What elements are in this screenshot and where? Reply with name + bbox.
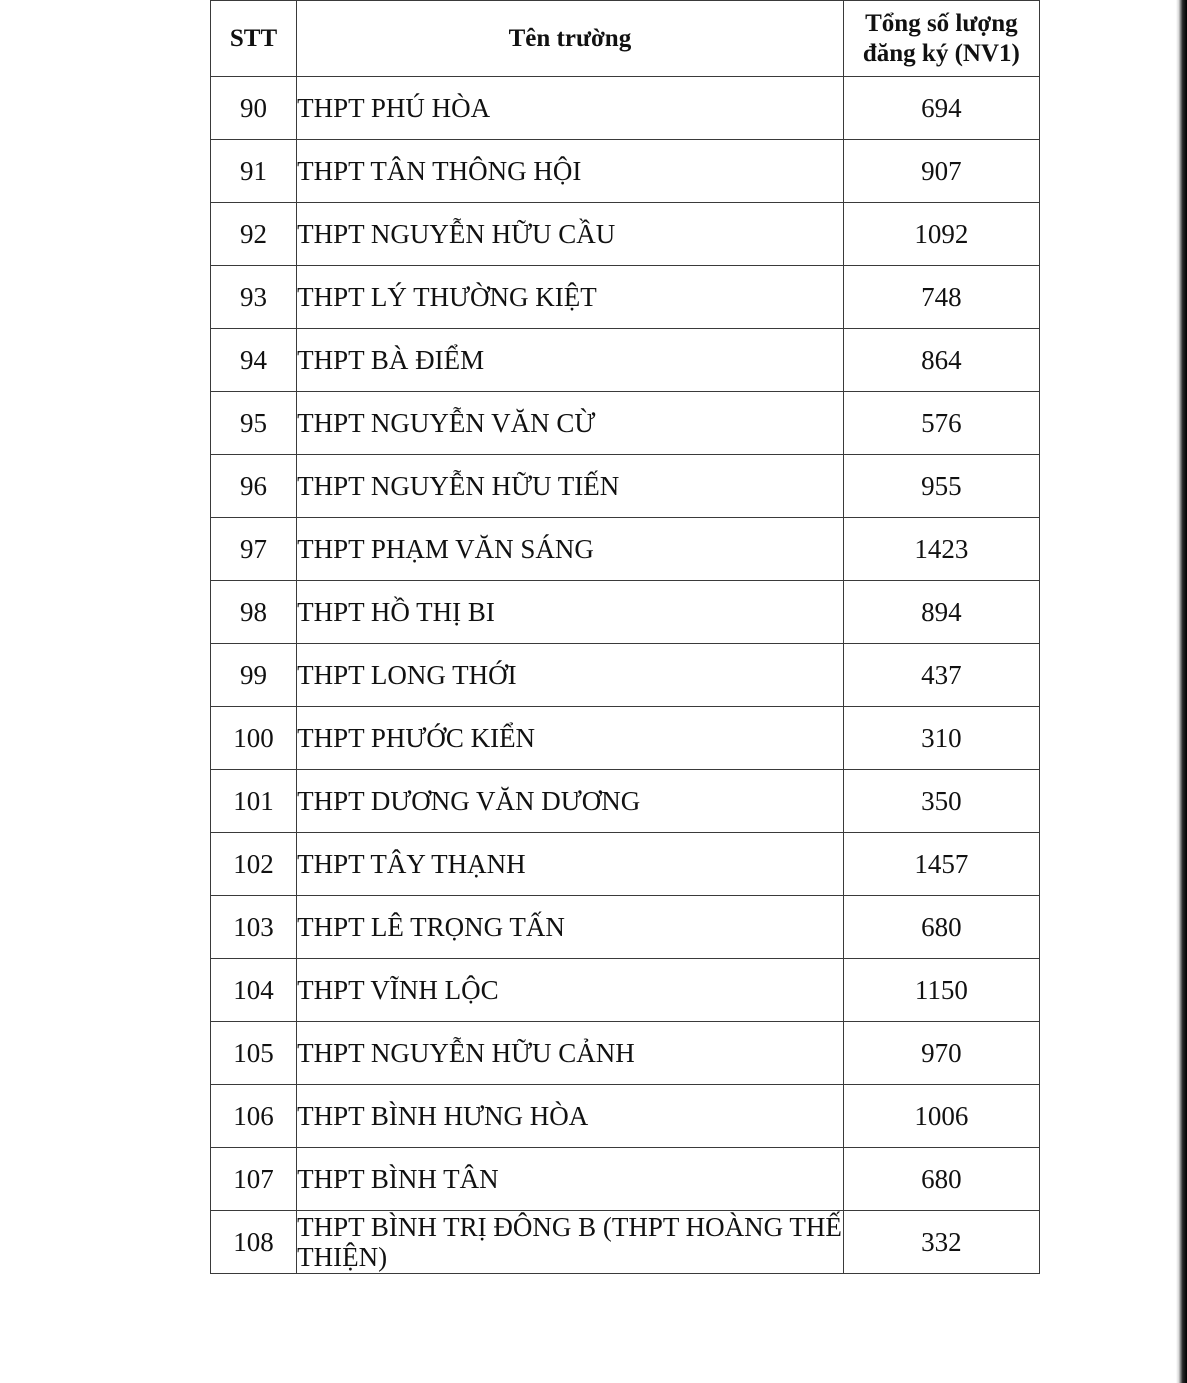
- table-row: [211, 707, 1040, 770]
- row-school-name: THPT PHÚ HÒA: [297, 77, 844, 140]
- table-row: [211, 896, 1040, 959]
- table-row: [211, 329, 1040, 392]
- row-registration-count: 1092: [843, 203, 1039, 266]
- row-stt: 98: [211, 581, 297, 644]
- row-school-name: THPT BÌNH HƯNG HÒA: [297, 1085, 844, 1148]
- row-registration-count: 350: [843, 770, 1039, 833]
- row-registration-count: 864: [843, 329, 1039, 392]
- registration-table: [210, 0, 1040, 1274]
- row-school-name: THPT NGUYỄN HỮU CẢNH: [297, 1022, 844, 1085]
- row-registration-count: 576: [843, 392, 1039, 455]
- row-school-name: THPT LÊ TRỌNG TẤN: [297, 896, 844, 959]
- row-school-name: THPT BÀ ĐIỂM: [297, 329, 844, 392]
- row-stt: 93: [211, 266, 297, 329]
- row-stt: 104: [211, 959, 297, 1022]
- row-registration-count: 437: [843, 644, 1039, 707]
- row-stt: 99: [211, 644, 297, 707]
- table-row: [211, 770, 1040, 833]
- row-school-name: THPT DƯƠNG VĂN DƯƠNG: [297, 770, 844, 833]
- table-row: [211, 1148, 1040, 1211]
- row-school-name: THPT LONG THỚI: [297, 644, 844, 707]
- row-stt: 105: [211, 1022, 297, 1085]
- header-school-name: Tên trường: [297, 1, 844, 77]
- table-row: [211, 77, 1040, 140]
- row-school-name: THPT NGUYỄN VĂN CỪ: [297, 392, 844, 455]
- row-stt: 91: [211, 140, 297, 203]
- header-stt: STT: [211, 1, 297, 77]
- row-stt: 108: [211, 1211, 297, 1274]
- row-school-name: THPT HỒ THỊ BI: [297, 581, 844, 644]
- table-row: [211, 581, 1040, 644]
- header-registration-count: [843, 1, 1039, 77]
- row-registration-count: 332: [843, 1211, 1039, 1274]
- table-row: [211, 455, 1040, 518]
- table-body: [211, 77, 1040, 1274]
- row-stt: 107: [211, 1148, 297, 1211]
- row-stt: 92: [211, 203, 297, 266]
- table-row: [211, 392, 1040, 455]
- row-school-name: THPT TÂN THÔNG HỘI: [297, 140, 844, 203]
- row-stt: 95: [211, 392, 297, 455]
- table-row: [211, 1211, 1040, 1274]
- row-registration-count: 894: [843, 581, 1039, 644]
- table-row: [211, 1022, 1040, 1085]
- table-row: [211, 266, 1040, 329]
- table-row: [211, 140, 1040, 203]
- row-stt: 97: [211, 518, 297, 581]
- row-registration-count: 1006: [843, 1085, 1039, 1148]
- row-registration-count: 970: [843, 1022, 1039, 1085]
- header-count-line2: đăng ký (NV1): [862, 39, 1020, 67]
- page-edge-shadow: [1176, 0, 1187, 1383]
- header-row: [211, 1, 1040, 77]
- row-school-name: THPT BÌNH TRỊ ĐÔNG B (THPT HOÀNG THẾ THIỆN): [297, 1212, 842, 1272]
- row-registration-count: 907: [843, 140, 1039, 203]
- row-school-name: THPT TÂY THẠNH: [297, 833, 844, 896]
- header-count-line1: Tổng số lượng: [865, 9, 1018, 37]
- table-row: [211, 833, 1040, 896]
- row-stt: 102: [211, 833, 297, 896]
- table-row: [211, 518, 1040, 581]
- row-stt: 90: [211, 77, 297, 140]
- row-stt: 101: [211, 770, 297, 833]
- row-registration-count: 748: [843, 266, 1039, 329]
- row-school-name: THPT NGUYỄN HỮU CẦU: [297, 203, 844, 266]
- row-stt: 103: [211, 896, 297, 959]
- row-registration-count: 1150: [843, 959, 1039, 1022]
- row-school-name: THPT PHƯỚC KIỂN: [297, 707, 844, 770]
- row-school-name: THPT PHẠM VĂN SÁNG: [297, 518, 844, 581]
- table-row: [211, 644, 1040, 707]
- row-stt: 100: [211, 707, 297, 770]
- row-school-name: THPT BÌNH TÂN: [297, 1148, 844, 1211]
- table-row: [211, 959, 1040, 1022]
- row-school-name: THPT VĨNH LỘC: [297, 959, 844, 1022]
- row-registration-count: 694: [843, 77, 1039, 140]
- row-school-name: THPT NGUYỄN HỮU TIẾN: [297, 455, 844, 518]
- row-registration-count: 680: [843, 1148, 1039, 1211]
- row-stt: 94: [211, 329, 297, 392]
- row-registration-count: 955: [843, 455, 1039, 518]
- row-registration-count: 310: [843, 707, 1039, 770]
- row-registration-count: 680: [843, 896, 1039, 959]
- row-school-name: THPT LÝ THƯỜNG KIỆT: [297, 266, 844, 329]
- row-stt: 106: [211, 1085, 297, 1148]
- row-registration-count: 1423: [843, 518, 1039, 581]
- row-registration-count: 1457: [843, 833, 1039, 896]
- table-row: [211, 203, 1040, 266]
- row-stt: 96: [211, 455, 297, 518]
- table-row: [211, 1085, 1040, 1148]
